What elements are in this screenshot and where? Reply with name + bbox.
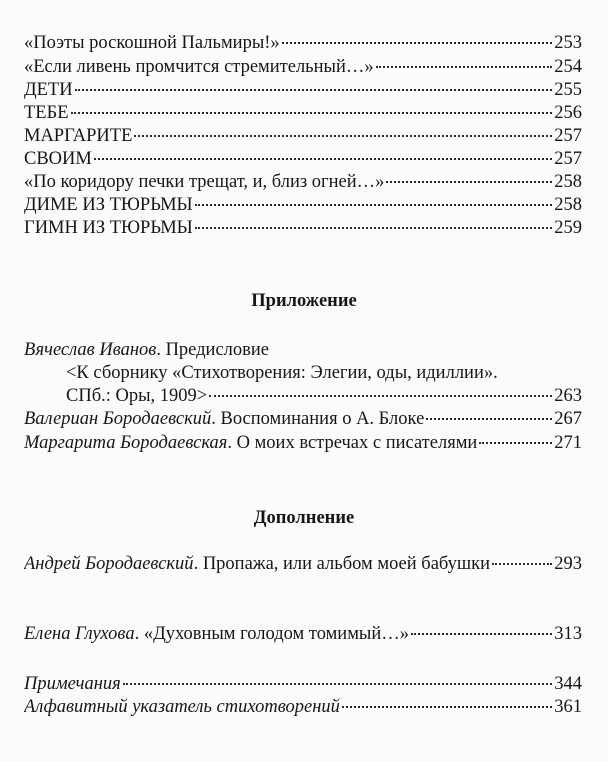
dot-leader (195, 204, 553, 206)
entry-title: Алфавитный указатель стихотворений (24, 697, 340, 717)
toc-entry (24, 623, 582, 645)
dot-leader (426, 418, 552, 420)
entry-title: ТЕБЕ (24, 103, 69, 123)
toc-entry (24, 194, 582, 216)
entry-author: Елена Глухова (24, 624, 135, 644)
dot-leader (195, 227, 552, 229)
page-number: 293 (554, 554, 582, 574)
entry-title: ДЕТИ (24, 80, 73, 100)
dot-leader (342, 706, 552, 708)
entry-title: ДИМЕ ИЗ ТЮРЬМЫ (24, 195, 193, 215)
dot-leader (71, 112, 553, 114)
page-number: 256 (554, 103, 582, 123)
page-number: 254 (554, 57, 582, 77)
entry-title: «Если ливень промчится стремительный…» (24, 57, 374, 77)
section-heading-appendix: Приложение (251, 291, 357, 311)
toc-entry (24, 148, 582, 170)
entry-title: ГИМН ИЗ ТЮРЬМЫ (24, 218, 193, 238)
dot-leader (376, 66, 553, 68)
toc-entry-line (66, 362, 498, 384)
toc-entry (24, 217, 582, 239)
entry-title: . Предисловие (156, 340, 269, 360)
entry-title: . Пропажа, или альбом моей бабушки (193, 554, 491, 574)
dot-leader (386, 181, 552, 183)
page-number: 258 (554, 195, 582, 215)
toc-entry (24, 32, 582, 54)
entry-title-continuation: <К сборнику «Стихотворения: Элегии, оды, идиллии». (66, 363, 498, 383)
toc-entry (24, 79, 582, 101)
page-number: 257 (554, 149, 582, 169)
dot-leader (75, 89, 553, 91)
toc-entry (24, 553, 582, 575)
page-number: 267 (554, 409, 582, 429)
toc-entry (24, 125, 582, 147)
page-number: 263 (554, 386, 582, 406)
entry-title: СВОИМ (24, 149, 92, 169)
toc-entry (24, 673, 582, 695)
toc-entry (66, 385, 582, 407)
dot-leader (94, 158, 552, 160)
dot-leader (479, 442, 552, 444)
dot-leader (134, 135, 552, 137)
page-number: 253 (554, 33, 582, 53)
toc-entry-line (24, 339, 269, 361)
entry-title: «Поэты роскошной Пальмиры!» (24, 33, 280, 53)
entry-title: МАРГАРИТЕ (24, 126, 133, 146)
entry-title: . «Духовным голодом томимый…» (134, 624, 409, 644)
entry-title: Примечания (24, 674, 121, 694)
toc-entry (24, 56, 582, 78)
page-number: 313 (554, 624, 582, 644)
page-number: 361 (554, 697, 582, 717)
page-number: 271 (554, 433, 582, 453)
page-number: 255 (554, 80, 582, 100)
dot-leader (282, 42, 553, 44)
section-heading-addition: Дополнение (253, 508, 355, 528)
dot-leader (209, 395, 552, 397)
dot-leader (492, 563, 552, 565)
toc-entry (24, 102, 582, 124)
page-number: 259 (554, 218, 582, 238)
entry-title: . Воспоминания о А. Блоке (211, 409, 425, 429)
dot-leader (411, 633, 552, 635)
entry-author: Андрей Бородаевский (24, 554, 194, 574)
page-number: 258 (554, 172, 582, 192)
toc-entry (24, 171, 582, 193)
entry-author: Валериан Бородаевский (24, 409, 212, 429)
entry-author: Вячеслав Иванов (24, 340, 157, 360)
entry-title: «По коридору печки трещат, и, близ огней…» (24, 172, 385, 192)
toc-entry (24, 408, 582, 430)
entry-author: Маргарита Бородаевская (24, 433, 228, 453)
page-number: 257 (554, 126, 582, 146)
entry-title: . О моих встречах с писателями (227, 433, 478, 453)
dot-leader (123, 683, 553, 685)
page-number: 344 (554, 674, 582, 694)
entry-title-continuation: СПб.: Оры, 1909> (66, 386, 208, 406)
toc-entry (24, 696, 582, 718)
toc-entry (24, 432, 582, 454)
